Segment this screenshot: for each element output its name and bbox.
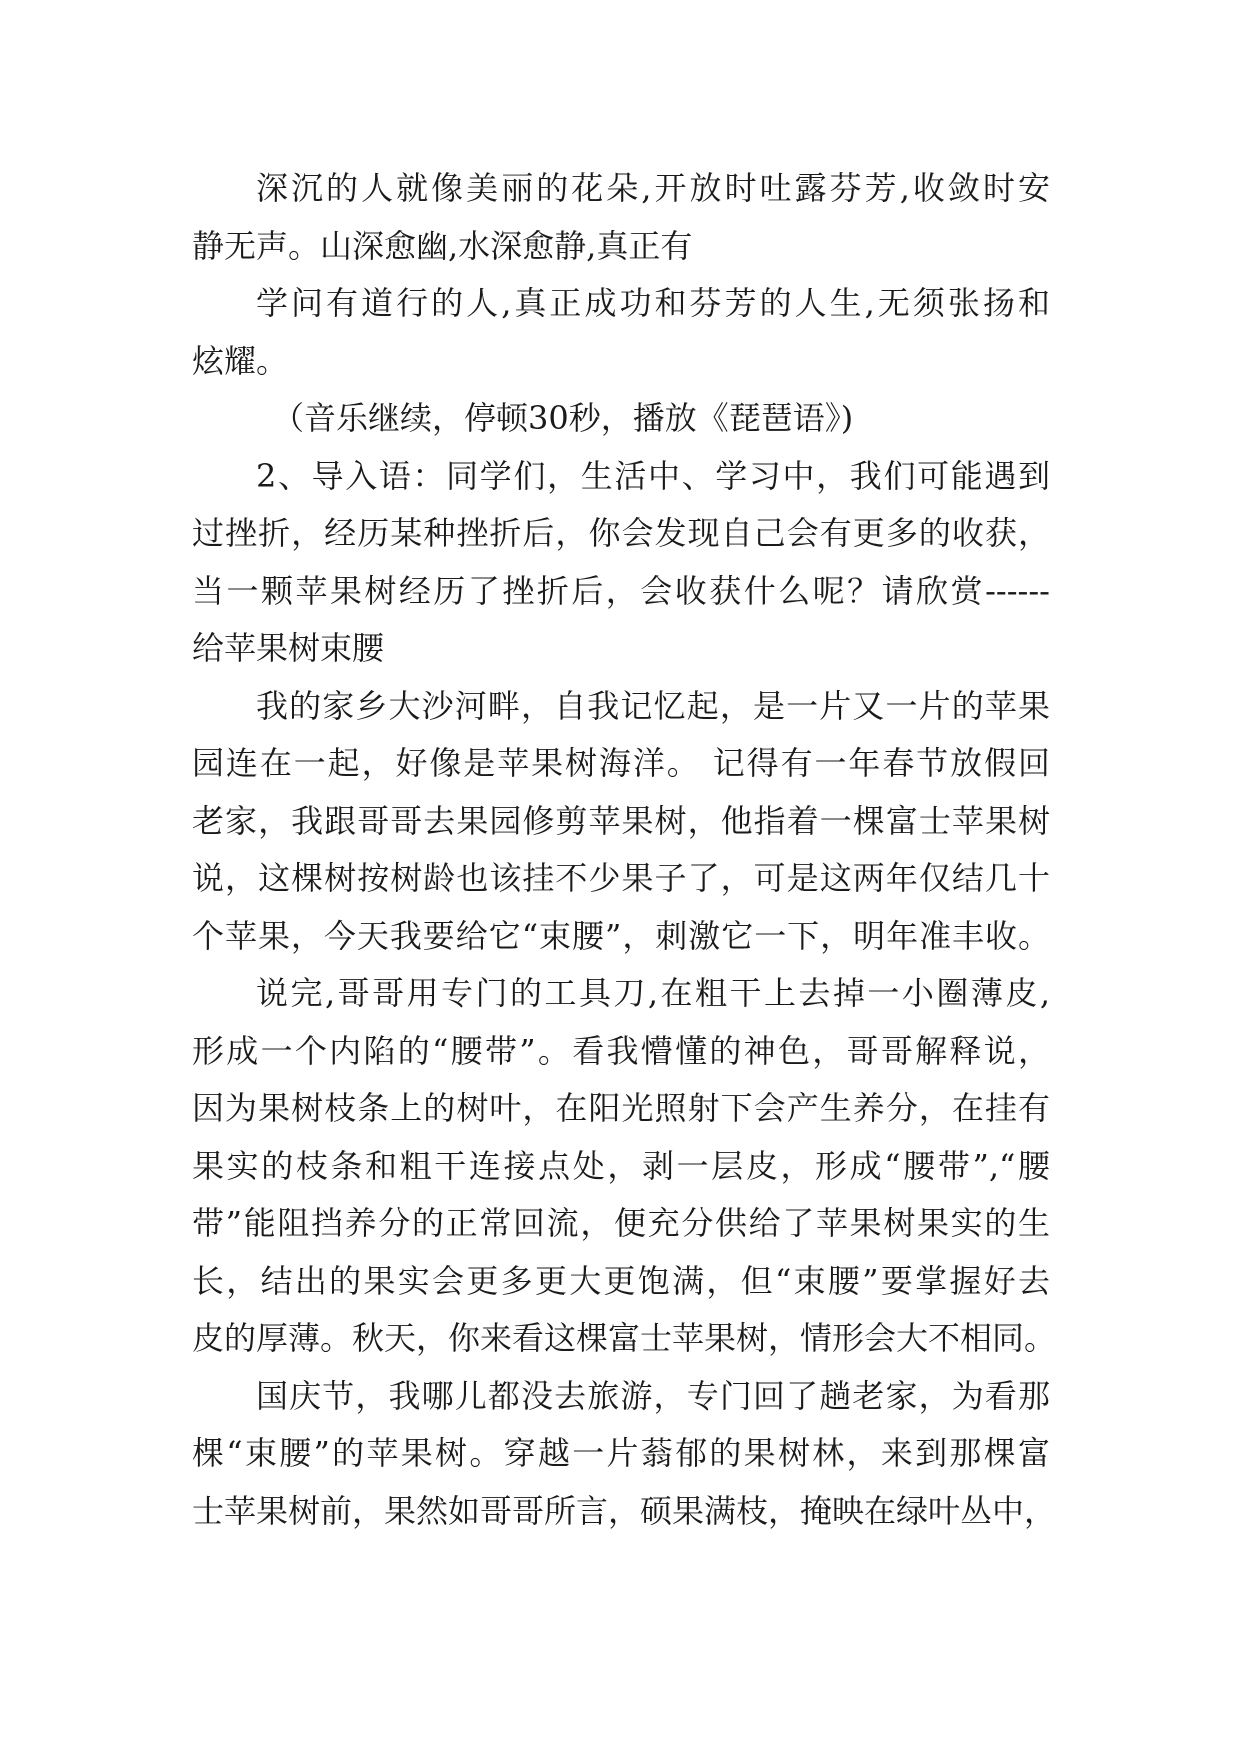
text-line: 皮的厚薄。秋天，你来看这棵富士苹果树，情形会大不相同。 bbox=[192, 1319, 1057, 1357]
text-line: 个苹果，今天我要给它“束腰”，刺激它一下，明年准丰收。 bbox=[192, 916, 1050, 955]
text-line: 炫耀。 bbox=[192, 341, 289, 380]
text-line: 当一颗苹果树经历了挫折后，会收获什么呢？请欣赏------ bbox=[192, 571, 1050, 610]
text-line: 果实的枝条和粗干连接点处，剥一层皮，形成“腰带”,“腰 bbox=[192, 1146, 1050, 1185]
text-line: 我的家乡大沙河畔，自我记忆起，是一片又一片的苹果 bbox=[256, 686, 1050, 725]
text-line: 说，这棵树按树龄也该挂不少果子了，可是这两年仅结几十 bbox=[192, 859, 1050, 897]
section-title: 给苹果树束腰 bbox=[192, 629, 385, 667]
text-line: 园连在一起，好像是苹果树海洋。 记得有一年春节放假回 bbox=[192, 744, 1050, 782]
text-line: 深沉的人就像美丽的花朵,开放时吐露芬芳,收敛时安 bbox=[256, 169, 1050, 207]
text-line: （音乐继续，停顿30秒，播放《琵琶语》) bbox=[272, 399, 854, 437]
text-line: 学问有道行的人,真正成功和芬芳的人生,无须张扬和 bbox=[256, 284, 1050, 322]
text-line: 带”能阻挡养分的正常回流，便充分供给了苹果树果实的生 bbox=[192, 1204, 1050, 1242]
text-line: 棵“束腰”的苹果树。穿越一片蓊郁的果树林，来到那棵富 bbox=[192, 1434, 1050, 1472]
text-line: 形成一个内陷的“腰带”。看我懵懂的神色，哥哥解释说， bbox=[192, 1031, 1050, 1070]
text-line: 过挫折，经历某种挫折后，你会发现自己会有更多的收获， bbox=[192, 514, 1050, 552]
document-body bbox=[192, 160, 1057, 1540]
text-line: 2、导入语：同学们，生活中、学习中，我们可能遇到 bbox=[256, 456, 1050, 495]
text-line: 说完,哥哥用专门的工具刀,在粗干上去掉一小圈薄皮, bbox=[256, 974, 1050, 1012]
text-line: 士苹果树前，果然如哥哥所言，硕果满枝，掩映在绿叶丛中， bbox=[192, 1491, 1057, 1530]
text-line: 静无声。山深愈幽,水深愈静,真正有 bbox=[192, 226, 693, 265]
text-line: 长，结出的果实会更多更大更饱满，但“束腰”要掌握好去 bbox=[192, 1261, 1050, 1300]
text-line: 老家，我跟哥哥去果园修剪苹果树，他指着一棵富士苹果树 bbox=[192, 801, 1050, 840]
text-line: 国庆节，我哪儿都没去旅游，专门回了趟老家，为看那 bbox=[256, 1376, 1050, 1415]
text-line: 因为果树枝条上的树叶，在阳光照射下会产生养分，在挂有 bbox=[192, 1089, 1050, 1127]
